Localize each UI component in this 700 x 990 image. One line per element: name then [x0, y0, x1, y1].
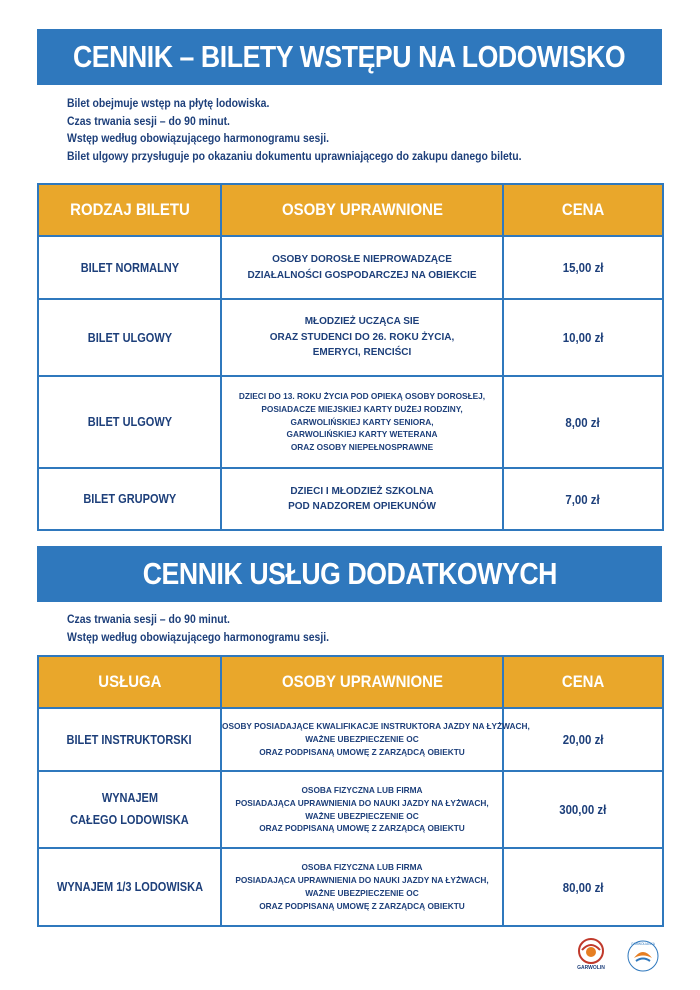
pricelist-title: CENNIK – BILETY WSTĘPU NA LODOWISKO [37, 29, 662, 85]
services-notes [67, 611, 358, 646]
eligible-persons: MŁODZIEŻ UCZĄCA SIE ORAZ STUDENCI DO 26. ROKU ŻYCIA, EMERYCI, RENCIŚCI [221, 299, 503, 376]
eligible-persons: DZIECI DO 13. ROKU ŻYCIA POD OPIEKĄ OSOBY DOROSŁEJ, POSIADACZE MIEJSKIEJ KARTY DUŻEJ RODZINY, GARWOLIŃSKIEJ KARTY SENIORA, GARWOLIŃSKIEJ KARTY WETERANA ORAZ OSOBY NIEPEŁNOSPRAWNE [221, 376, 503, 468]
ticket-type: BILET ULGOWY [38, 299, 221, 376]
header-eligible: OSOBY UPRAWNIONE [221, 656, 503, 708]
eligible-persons: OSOBA FIZYCZNA LUB FIRMA POSIADAJĄCA UPRAWNIENIA DO NAUKI JAZDY NA ŁYŻWACH, WAŻNE UBEZPIECZENIE OC ORAZ PODPISANĄ UMOWĘ Z ZARZĄDCĄ OBIEKTU [221, 771, 503, 848]
svg-text:GARWOLIN: GARWOLIN [577, 965, 605, 970]
header-ticket-type: RODZAJ BILETU [38, 184, 221, 236]
ticket-price: 8,00 zł [503, 376, 663, 468]
note-line: Bilet ulgowy przysługuje po okazaniu dokumentu uprawniającego do zakupu danego biletu. [67, 149, 522, 163]
eligible-persons: OSOBA FIZYCZNA LUB FIRMA POSIADAJĄCA UPRAWNIENIA DO NAUKI JAZDY NA ŁYŻWACH, WAŻNE UBEZPIECZENIE OC ORAZ PODPISANĄ UMOWĘ Z ZARZĄDCĄ OBIEKTU [221, 848, 503, 926]
ticket-price-table [37, 183, 664, 531]
table-row [38, 376, 663, 468]
ticket-type: BILET GRUPOWY [38, 468, 221, 530]
service-type: WYNAJEM 1/3 LODOWISKA [38, 848, 221, 926]
table-row [38, 708, 663, 771]
header-eligible: OSOBY UPRAWNIONE [221, 184, 503, 236]
table-row [38, 848, 663, 926]
eligible-persons: OSOBY POSIADAJĄCE KWALIFIKACJE INSTRUKTORA JAZDY NA ŁYŻWACH, WAŻNE UBEZPIECZENIE OC ORAZ PODPISANĄ UMOWĘ Z ZARZĄDCĄ OBIEKTU [221, 708, 503, 771]
header-price: CENA [503, 656, 663, 708]
service-type: BILET INSTRUKTORSKI [38, 708, 221, 771]
table-header-row [38, 184, 663, 236]
note-line: Czas trwania sesji – do 90 minut. [67, 114, 230, 128]
pricelist-notes [67, 95, 572, 165]
note-line: Czas trwania sesji – do 90 minut. [67, 613, 230, 626]
table-row [38, 468, 663, 530]
table-row [38, 771, 663, 848]
table-row [38, 299, 663, 376]
garwolianka-logo-icon [625, 938, 661, 974]
eligible-persons: DZIECI I MŁODZIEŻ SZKOLNA POD NADZOREM OPIEKUNÓW [221, 468, 503, 530]
service-price: 20,00 zł [503, 708, 663, 771]
eligible-persons: OSOBY DOROSŁE NIEPROWADZĄCE DZIAŁALNOŚCI GOSPODARCZEJ NA OBIEKCIE [221, 236, 503, 299]
garwolin-logo-icon [574, 936, 608, 970]
svg-text:GARWOLIANKA: GARWOLIANKA [631, 942, 655, 946]
note-line: Bilet obejmuje wstęp na płytę lodowiska. [67, 97, 270, 110]
service-type: WYNAJEM CAŁEGO LODOWISKA [38, 771, 221, 848]
note-line: Wstęp według obowiązującego harmonogramu sesji. [67, 132, 330, 145]
service-price: 80,00 zł [503, 848, 663, 926]
service-price: 300,00 zł [503, 771, 663, 848]
header-price: CENA [503, 184, 663, 236]
ticket-type: BILET ULGOWY [38, 376, 221, 468]
ticket-price: 7,00 zł [503, 468, 663, 530]
ticket-price: 15,00 zł [503, 236, 663, 299]
ticket-price: 10,00 zł [503, 299, 663, 376]
table-row [38, 236, 663, 299]
services-title: CENNIK USŁUG DODATKOWYCH [37, 546, 662, 602]
services-price-table [37, 655, 664, 927]
note-line: Wstęp według obowiązującego harmonogramu sesji. [67, 630, 330, 644]
table-header-row [38, 656, 663, 708]
header-service: USŁUGA [38, 656, 221, 708]
ticket-type: BILET NORMALNY [38, 236, 221, 299]
